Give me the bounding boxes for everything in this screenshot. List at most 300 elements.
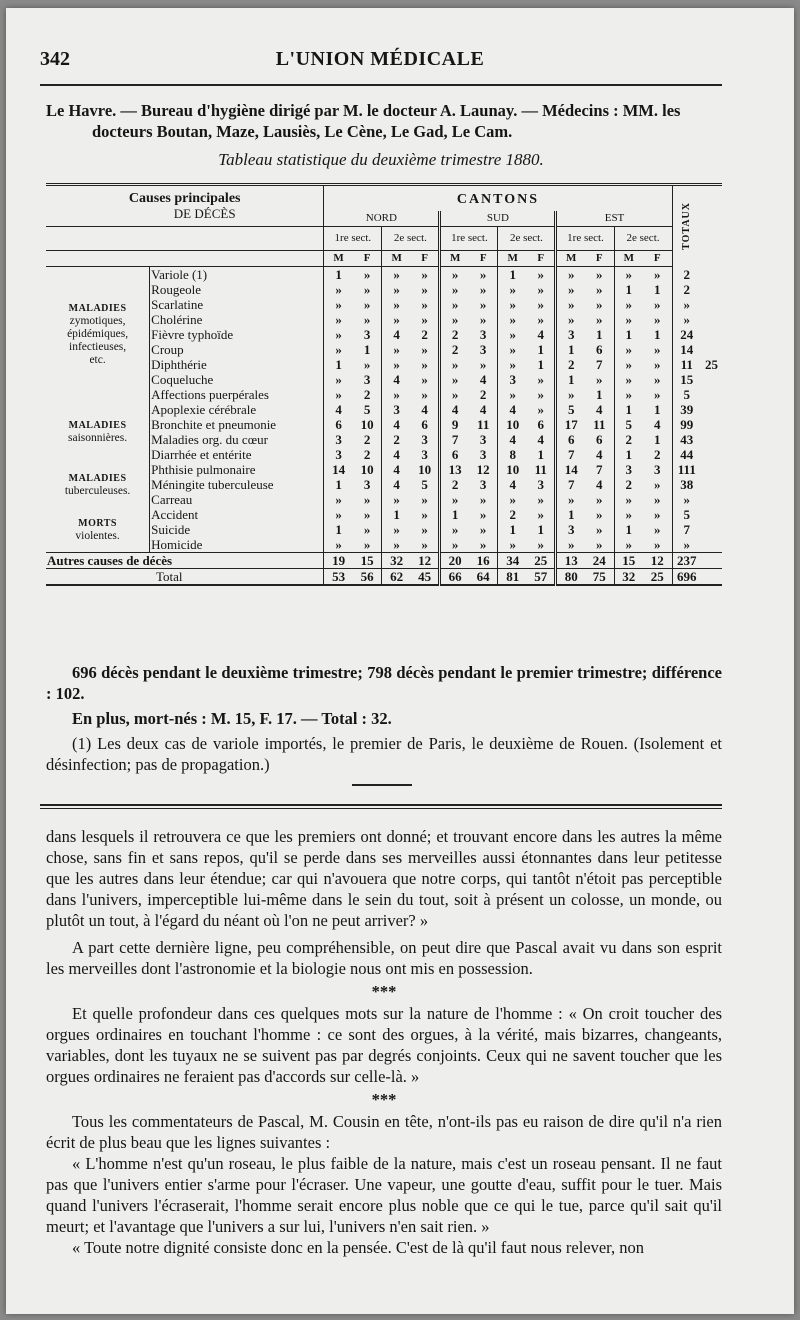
cell-value: »	[363, 357, 371, 372]
cell-value: 5	[614, 417, 643, 432]
cell-value: »	[654, 507, 661, 522]
cell-value: »	[421, 312, 428, 327]
cell-value: 4	[479, 402, 487, 417]
cell-value: 1	[382, 507, 411, 522]
cell-value: 1	[595, 387, 603, 402]
cell-value: 1	[654, 432, 661, 447]
cell-value: 2	[479, 387, 487, 402]
total-value: 80	[556, 569, 585, 586]
cell-value: »	[556, 312, 585, 327]
table-row	[46, 462, 722, 477]
cell-value: 6	[595, 342, 603, 357]
cause-group	[46, 462, 150, 507]
cell-value: »	[595, 522, 603, 537]
cell-value: 3	[498, 372, 527, 387]
cell-value: 2	[440, 477, 469, 492]
cell-value: 15	[360, 553, 374, 568]
cell-value: 10	[498, 462, 527, 477]
cell-value: 5	[363, 402, 371, 417]
short-separator	[352, 784, 412, 786]
cell-value: 1	[595, 327, 603, 342]
cell-value: »	[440, 387, 469, 402]
cell-value: 20	[440, 553, 469, 569]
cell-value: »	[363, 312, 371, 327]
journal-title: L'UNION MÉDICALE	[275, 48, 485, 70]
cell-value: »	[614, 342, 643, 357]
cell-value: »	[654, 477, 661, 492]
statistics-table	[46, 183, 722, 586]
cell-value: 10	[360, 417, 374, 432]
cell-value: 3	[363, 327, 371, 342]
table-row	[46, 402, 722, 417]
cell-value: »	[421, 387, 428, 402]
cell-value: »	[421, 492, 428, 507]
cell-value: 4	[421, 402, 428, 417]
row-total: 43	[672, 432, 701, 447]
cause-group-line: épidémiques,	[67, 328, 129, 340]
sex-header: M	[614, 251, 643, 267]
cell-value: 4	[537, 327, 544, 342]
cell-value: »	[440, 297, 469, 312]
cell-value: »	[654, 537, 661, 552]
cell-value: »	[498, 537, 527, 553]
total-value: 56	[353, 569, 382, 586]
cell-value: »	[324, 492, 353, 507]
cell-value: »	[614, 537, 643, 553]
cause-label: Coqueluche	[151, 372, 214, 387]
cell-value: »	[556, 537, 585, 553]
cell-value: 3	[363, 372, 371, 387]
cause-label: Accident	[151, 507, 199, 522]
cell-value: »	[382, 282, 411, 297]
cause-label: Affections puerpérales	[151, 387, 269, 402]
running-header	[40, 48, 720, 78]
cell-value: »	[324, 342, 353, 357]
cause-label: Suicide	[151, 522, 191, 537]
cell-value: 2	[363, 432, 371, 447]
cause-label: Phthisie pulmonaire	[151, 462, 256, 477]
cell-value: 1	[324, 477, 353, 492]
cell-value: 34	[498, 553, 527, 569]
cell-value: »	[324, 282, 353, 297]
cell-value: 11	[534, 462, 547, 477]
cell-value: 4	[382, 477, 411, 492]
sex-header: M	[498, 251, 527, 267]
sex-header: F	[411, 251, 440, 267]
cell-value: »	[498, 327, 527, 342]
cell-value: »	[654, 357, 661, 372]
cell-value: »	[479, 492, 487, 507]
cell-value: »	[421, 282, 428, 297]
cell-value: 4	[537, 432, 544, 447]
cell-value: »	[421, 537, 428, 552]
sex-header: F	[585, 251, 614, 267]
cell-value: 1	[614, 447, 643, 462]
cell-value: »	[363, 282, 371, 297]
cell-value: »	[479, 507, 487, 522]
cell-value: »	[440, 522, 469, 537]
cause-label: Scarlatine	[151, 297, 204, 312]
district-nord: NORD	[324, 211, 440, 227]
cell-value: 4	[595, 477, 603, 492]
cell-value: »	[595, 492, 603, 507]
cell-value: »	[421, 342, 428, 357]
cell-value: 15	[614, 553, 643, 569]
cell-value: 6	[556, 432, 585, 447]
cell-value: »	[654, 372, 661, 387]
cell-value: 3	[479, 447, 487, 462]
row-total: 14	[672, 342, 701, 357]
cell-value: 3	[324, 447, 353, 462]
cell-value: »	[537, 312, 544, 327]
cell-value: 11	[593, 417, 606, 432]
cell-value: 3	[556, 327, 585, 342]
cell-value: 1	[654, 402, 661, 417]
article-paragraph: dans lesquels il retrouvera ce que les premiers ont donné; et trouvant encore dans les autres la même chose, sans fin et sans repos, qu'il se perde dans ses merveilles aussi étonnantes dans leur petitesse que les autres dans leur étendue; car qui n'avouera que notre corps, qui tantôt n'étoit pas perceptible dans l'univers, imperceptible lui-même dans le sein du tout, soit à présent un colosse, un monde, ou plutôt un tout, à l'égard du néant où l'on ne peut arriver? »	[46, 827, 722, 930]
cell-value: 1	[363, 342, 371, 357]
cell-value: 9	[440, 417, 469, 432]
cell-value: 3	[654, 462, 661, 477]
cell-value: »	[440, 357, 469, 372]
cell-value: 3	[324, 432, 353, 447]
causes-subheader: DE DÉCÈS	[173, 206, 236, 221]
cell-value: 6	[421, 417, 428, 432]
cell-value: »	[595, 372, 603, 387]
total-value: 66	[440, 569, 469, 586]
cell-value: »	[440, 267, 469, 283]
sex-header: F	[353, 251, 382, 267]
cell-value: 1	[324, 357, 353, 372]
cell-value: »	[324, 312, 353, 327]
cell-value: »	[556, 492, 585, 507]
cell-value: 1	[498, 522, 527, 537]
cause-label: Bronchite et pneumonie	[151, 417, 277, 432]
cell-value: »	[440, 312, 469, 327]
article-paragraph: Tous les commentateurs de Pascal, M. Cousin en tête, n'ont-ils pas eu raison de dire qu'il n'a rien écrit de plus beau que les lignes suivantes :	[46, 1112, 722, 1152]
cell-value: »	[614, 387, 643, 402]
cell-value: 2	[421, 327, 428, 342]
cell-value: 1	[324, 267, 353, 283]
cell-value: »	[363, 522, 371, 537]
cause-group-line: infectieuses,	[69, 341, 127, 353]
group-total: 25	[705, 357, 719, 372]
cell-value: 10	[498, 417, 527, 432]
cell-value: »	[382, 357, 411, 372]
row-total: 5	[672, 387, 701, 402]
cell-value: 25	[534, 553, 548, 568]
cell-value: »	[324, 507, 353, 522]
cell-value: 4	[595, 402, 603, 417]
cell-value: 17	[556, 417, 585, 432]
cell-value: 4	[498, 477, 527, 492]
cell-value: »	[498, 357, 527, 372]
cell-value: »	[440, 492, 469, 507]
cell-value: »	[537, 402, 544, 417]
total-label: Total	[46, 569, 324, 586]
cell-value: »	[556, 297, 585, 312]
row-total: 2	[672, 282, 701, 297]
cell-value: »	[498, 342, 527, 357]
cell-value: 1	[614, 402, 643, 417]
cell-value: 4	[498, 432, 527, 447]
cell-value: »	[363, 297, 371, 312]
cause-label: Diphthérie	[151, 357, 207, 372]
sex-header: M	[556, 251, 585, 267]
cause-group-line: MORTS	[78, 517, 117, 529]
cell-value: 10	[360, 462, 374, 477]
cell-value: »	[595, 267, 603, 282]
cause-group	[46, 267, 150, 403]
cell-value: 7	[595, 357, 603, 372]
cell-value: »	[498, 312, 527, 327]
cell-value: »	[479, 297, 487, 312]
sex-header: M	[382, 251, 411, 267]
row-total: 24	[672, 327, 701, 342]
cell-value: »	[654, 342, 661, 357]
row-total: 38	[672, 477, 701, 492]
cell-value: 13	[556, 553, 585, 569]
total-value: 64	[469, 569, 498, 586]
cell-value: 6	[595, 432, 603, 447]
cell-value: »	[382, 522, 411, 537]
cause-label: Fièvre typhoïde	[151, 327, 234, 342]
cell-value: 3	[363, 477, 371, 492]
cause-label: Autres causes de décès	[47, 553, 173, 568]
row-total: 111	[672, 462, 701, 477]
total-value: 32	[614, 569, 643, 586]
table-row	[46, 553, 722, 569]
cell-value: »	[363, 267, 371, 282]
cell-value: »	[614, 492, 643, 507]
cell-value: 2	[440, 342, 469, 357]
cell-value: 7	[556, 447, 585, 462]
cell-value: 2	[363, 387, 371, 402]
cell-value: 5	[556, 402, 585, 417]
total-value: 57	[527, 569, 556, 586]
cell-value: »	[595, 507, 603, 522]
cell-value: 2	[556, 357, 585, 372]
cause-group-line: saisonnières.	[68, 432, 128, 444]
cell-value: 11	[477, 417, 490, 432]
cell-value: 6	[537, 417, 544, 432]
cell-value: 3	[614, 462, 643, 477]
cell-value: »	[382, 342, 411, 357]
cell-value: »	[537, 282, 544, 297]
cell-value: 1	[537, 522, 544, 537]
row-total: 5	[672, 507, 701, 522]
cause-label: Rougeole	[151, 282, 201, 297]
cell-value: »	[595, 312, 603, 327]
note-variole: (1) Les deux cas de variole importés, le premier de Paris, le deuxième de Rouen. (Isolement et désinfection; pas de propagation.)	[46, 734, 722, 774]
cell-value: 1	[498, 267, 527, 283]
cell-value: 1	[556, 342, 585, 357]
cell-value: 12	[476, 462, 490, 477]
cell-value: »	[479, 312, 487, 327]
cell-value: 3	[479, 327, 487, 342]
cell-value: »	[440, 537, 469, 553]
sex-header: F	[527, 251, 556, 267]
cell-value: 2	[498, 507, 527, 522]
cause-label: Maladies org. du cœur	[151, 432, 268, 447]
table-caption: Tableau statistique du deuxième trimestre 1880.	[218, 150, 544, 169]
cause-group-line: violentes.	[75, 529, 120, 542]
cell-value: 3	[537, 477, 544, 492]
cause-label: Croup	[151, 342, 184, 357]
cell-value: »	[382, 297, 411, 312]
cell-value: 4	[382, 372, 411, 387]
row-total: »	[672, 492, 701, 507]
cell-value: »	[324, 327, 353, 342]
cell-value: 4	[382, 417, 411, 432]
intro-line-1: Le Havre. — Bureau d'hygiène dirigé par M. le docteur A. Launay. — Médecins : MM. les	[46, 101, 681, 120]
cell-value: 1	[654, 327, 661, 342]
cell-value: »	[382, 537, 411, 553]
cause-group-line: etc.	[89, 354, 106, 366]
cell-value: »	[537, 387, 544, 402]
cell-value: 1	[556, 507, 585, 522]
grand-total: 696	[672, 569, 701, 586]
causes-header: Causes principales	[128, 191, 241, 206]
cell-value: »	[363, 492, 371, 507]
cell-value: »	[498, 282, 527, 297]
cell-value: »	[595, 282, 603, 297]
cell-value: »	[382, 492, 411, 507]
cell-value: »	[614, 267, 643, 283]
cell-value: »	[654, 522, 661, 537]
cell-value: 3	[556, 522, 585, 537]
cell-value: 4	[324, 402, 353, 417]
cell-value: »	[614, 372, 643, 387]
cell-value: 3	[421, 432, 428, 447]
cell-value: »	[654, 387, 661, 402]
cell-value: »	[537, 507, 544, 522]
cell-value: 5	[421, 477, 428, 492]
cause-group-line: tuberculeuses.	[64, 484, 131, 497]
cell-value: »	[440, 282, 469, 297]
cell-value: 7	[440, 432, 469, 447]
cell-value: »	[324, 372, 353, 387]
cell-value: »	[363, 537, 371, 552]
section-header: 1re sect.	[324, 227, 382, 251]
cell-value: 7	[556, 477, 585, 492]
note-stillborn: En plus, mort-nés : M. 15, F. 17. — Total : 32.	[72, 709, 392, 728]
cell-value: »	[654, 297, 661, 312]
total-value: 75	[585, 569, 614, 586]
cell-value: 3	[479, 342, 487, 357]
cell-value: »	[614, 507, 643, 522]
cell-value: 1	[654, 282, 661, 297]
asterism: ***	[371, 982, 397, 1001]
cell-value: 10	[418, 462, 432, 477]
section-header: 1re sect.	[556, 227, 614, 251]
cell-value: »	[498, 297, 527, 312]
cause-group-line: MALADIES	[68, 472, 127, 484]
cause-label: Apoplexie cérébrale	[151, 402, 257, 417]
cause-label: Carreau	[151, 492, 193, 507]
cell-value: »	[595, 297, 603, 312]
total-value: 53	[324, 569, 353, 586]
cell-value: »	[479, 282, 487, 297]
cell-value: »	[421, 267, 428, 282]
cell-value: »	[479, 357, 487, 372]
row-total: 15	[672, 372, 701, 387]
cell-value: 32	[382, 553, 411, 569]
cell-value: 4	[595, 447, 603, 462]
section-header: 2e sect.	[614, 227, 672, 251]
cell-value: »	[595, 537, 603, 552]
cell-value: »	[363, 507, 371, 522]
cell-value: »	[479, 537, 487, 552]
cell-value: »	[479, 267, 487, 282]
cell-value: 14	[556, 462, 585, 477]
table-notes	[46, 662, 722, 775]
cell-value: »	[324, 297, 353, 312]
cell-value: »	[654, 312, 661, 327]
cell-value: 1	[556, 372, 585, 387]
cell-value: »	[421, 297, 428, 312]
cause-group	[46, 507, 150, 553]
cell-value: 13	[440, 462, 469, 477]
cell-value: 1	[614, 522, 643, 537]
cell-value: »	[382, 312, 411, 327]
sex-header: F	[643, 251, 672, 267]
article-text	[46, 826, 722, 1258]
cell-value: 12	[418, 553, 432, 568]
cell-value: »	[614, 297, 643, 312]
section-header: 2e sect.	[382, 227, 440, 251]
cell-value: 19	[324, 553, 353, 569]
row-total: 7	[672, 522, 701, 537]
cause-label: Homicide	[151, 537, 203, 552]
cell-value: 2	[440, 327, 469, 342]
cell-value: 3	[479, 432, 487, 447]
cell-value: »	[421, 357, 428, 372]
cell-value: »	[556, 387, 585, 402]
cell-value: »	[498, 387, 527, 402]
cell-value: 2	[614, 477, 643, 492]
cell-value: 6	[324, 417, 353, 432]
cell-value: »	[421, 522, 428, 537]
cell-value: »	[382, 387, 411, 402]
cell-value: »	[556, 282, 585, 297]
cell-value: 12	[650, 553, 664, 568]
cell-value: 2	[382, 432, 411, 447]
cause-group-line: MALADIES	[68, 303, 127, 314]
row-total: 99	[672, 417, 701, 432]
asterism: ***	[371, 1090, 397, 1109]
cell-value: »	[537, 297, 544, 312]
cell-value: »	[479, 522, 487, 537]
cell-value: 1	[537, 447, 544, 462]
cell-value: 8	[498, 447, 527, 462]
cell-value: »	[654, 492, 661, 507]
cell-value: 1	[614, 282, 643, 297]
cell-value: 4	[382, 462, 411, 477]
cell-value: »	[614, 312, 643, 327]
district-sud: SUD	[440, 211, 556, 227]
cell-value: 1	[614, 327, 643, 342]
cell-value: 4	[382, 327, 411, 342]
bureau-intro	[46, 100, 722, 142]
intro-line-2: docteurs Boutan, Maze, Lausiès, Le Cène, Le Gad, Le Cam.	[92, 122, 513, 141]
cell-value: 1	[537, 342, 544, 357]
cause-label: Méningite tuberculeuse	[151, 477, 274, 492]
article-paragraph: Et quelle profondeur dans ces quelques mots sur la nature de l'homme : « On croit toucher des orgues ordinaires en touchant l'homme : ce sont des orgues, à la vérité, mais bizarres, changeants, variables, dont les tuyaux ne se suivent pas par degrés conjoints. Ceux qui ne savent toucher que les orgues ordinaires ne feraient pas d'accords sur celle-là. »	[46, 1004, 722, 1086]
district-est: EST	[556, 211, 672, 227]
cell-value: »	[537, 372, 544, 387]
cell-value: »	[556, 267, 585, 283]
cell-value: »	[382, 267, 411, 283]
